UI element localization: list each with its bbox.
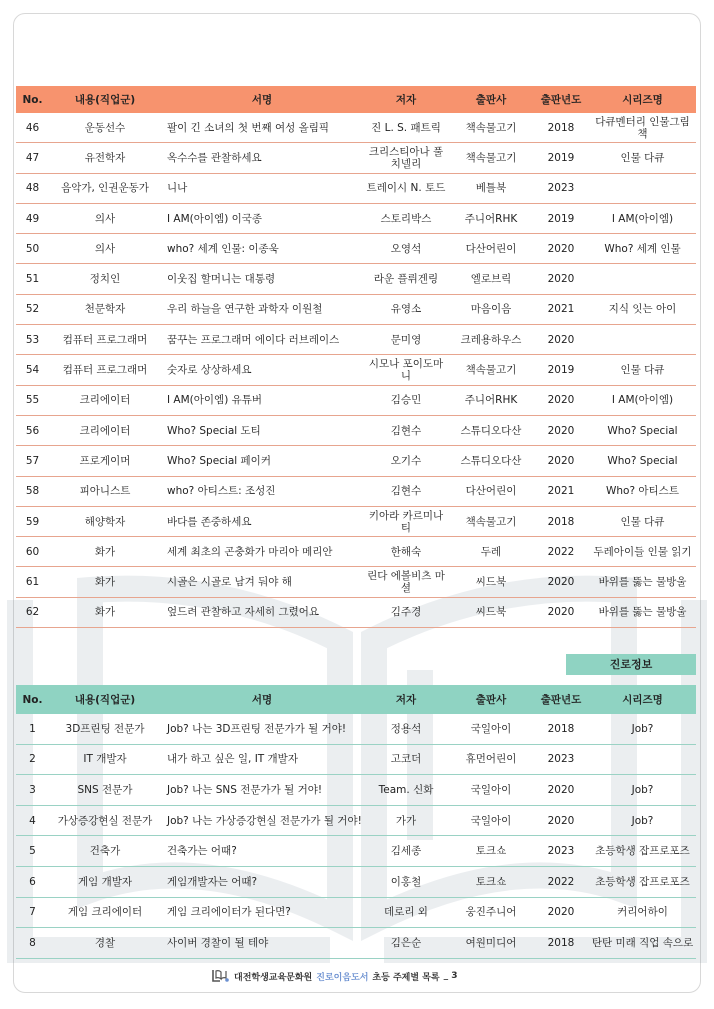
header-author: 저자 (363, 86, 449, 113)
table-row (16, 506, 696, 536)
cell-series: Who? Special (589, 415, 696, 445)
cell-title: 게임개발자는 어때? (161, 866, 363, 897)
cell-job: 화가 (49, 537, 161, 567)
table-row (16, 446, 696, 476)
cell-no: 58 (16, 476, 49, 506)
table-row (16, 143, 696, 173)
cell-title: Who? Special 페이커 (161, 446, 363, 476)
cell-author: 한해숙 (363, 537, 449, 567)
cell-series: Job? (589, 805, 696, 836)
table-row (16, 203, 696, 233)
cell-title: 니나 (161, 173, 363, 203)
cell-no: 52 (16, 294, 49, 324)
cell-series: Job? (589, 775, 696, 806)
cell-year: 2019 (533, 203, 589, 233)
cell-author: Team. 신화 (363, 775, 449, 806)
cell-series: Who? Special (589, 446, 696, 476)
cell-author: 크리스티아나 풀치넬리 (363, 143, 449, 173)
cell-year: 2019 (533, 355, 589, 385)
cell-no: 55 (16, 385, 49, 415)
cell-year: 2023 (533, 836, 589, 867)
cell-publisher: 국일아이 (449, 805, 533, 836)
table-row (16, 567, 696, 597)
cell-series: Job? (589, 714, 696, 744)
table-row (16, 385, 696, 415)
cell-no: 4 (16, 805, 49, 836)
cell-year: 2020 (533, 597, 589, 627)
cell-title: 우리 하늘을 연구한 과학자 이원철 (161, 294, 363, 324)
table-row (16, 537, 696, 567)
cell-title: Job? 나는 SNS 전문가가 될 거야! (161, 775, 363, 806)
cell-title: 게임 크리에이터가 된다면? (161, 897, 363, 928)
cell-year: 2018 (533, 714, 589, 744)
header-publisher: 출판사 (449, 685, 533, 714)
cell-job: 피아니스트 (49, 476, 161, 506)
cell-title: 이웃집 할머니는 대통령 (161, 264, 363, 294)
cell-title: Who? Special 도티 (161, 415, 363, 445)
cell-job: 가상증강현실 전문가 (49, 805, 161, 836)
cell-title: Job? 나는 3D프린팅 전문가가 될 거야! (161, 714, 363, 744)
cell-author: 이홍철 (363, 866, 449, 897)
cell-year: 2020 (533, 897, 589, 928)
cell-author: 문미영 (363, 325, 449, 355)
cell-publisher: 스튜디오다산 (449, 446, 533, 476)
cell-year: 2020 (533, 234, 589, 264)
cell-no: 60 (16, 537, 49, 567)
table-header-row (16, 685, 696, 714)
table-row (16, 775, 696, 806)
cell-series: I AM(아이엠) (589, 203, 696, 233)
cell-publisher: 국일아이 (449, 714, 533, 744)
cell-series (589, 744, 696, 775)
cell-author: 트레이시 N. 토드 (363, 173, 449, 203)
cell-job: 음악가, 인권운동가 (49, 173, 161, 203)
cell-series (589, 173, 696, 203)
cell-series: 인물 다큐 (589, 355, 696, 385)
cell-series: I AM(아이엠) (589, 385, 696, 415)
cell-author: 김승민 (363, 385, 449, 415)
cell-job: 컴퓨터 프로그래머 (49, 325, 161, 355)
cell-year: 2020 (533, 446, 589, 476)
cell-no: 8 (16, 928, 49, 959)
header-no: No. (16, 86, 49, 113)
cell-job: 크리에이터 (49, 385, 161, 415)
table-row (16, 805, 696, 836)
cell-no: 54 (16, 355, 49, 385)
cell-no: 49 (16, 203, 49, 233)
cell-series: 탄탄 미래 직업 속으로 (589, 928, 696, 959)
cell-year: 2023 (533, 744, 589, 775)
cell-no: 53 (16, 325, 49, 355)
cell-job: 크리에이터 (49, 415, 161, 445)
cell-title: I AM(아이엠) 유튜버 (161, 385, 363, 415)
cell-publisher: 마음이음 (449, 294, 533, 324)
cell-year: 2020 (533, 264, 589, 294)
cell-series: Who? 세계 인물 (589, 234, 696, 264)
cell-no: 2 (16, 744, 49, 775)
cell-no: 1 (16, 714, 49, 744)
cell-year: 2021 (533, 294, 589, 324)
header-author: 저자 (363, 685, 449, 714)
table-row (16, 836, 696, 867)
table-row (16, 325, 696, 355)
cell-no: 47 (16, 143, 49, 173)
cell-year: 2020 (533, 385, 589, 415)
cell-series: 다큐멘터리 인물그림책 (589, 113, 696, 143)
cell-author: 김주경 (363, 597, 449, 627)
header-job: 내용(직업군) (49, 86, 161, 113)
table-row (16, 355, 696, 385)
footer-page-number: _ 3 (443, 971, 458, 981)
cell-title: 세계 최초의 곤충화가 마리아 메리안 (161, 537, 363, 567)
footer-desc: 초등 주제별 목록 (372, 972, 440, 983)
cell-author: 데로리 외 (363, 897, 449, 928)
cell-publisher: 다산어린이 (449, 234, 533, 264)
cell-year: 2022 (533, 537, 589, 567)
cell-title: 꿈꾸는 프로그래머 에이다 러브레이스 (161, 325, 363, 355)
cell-job: 유전학자 (49, 143, 161, 173)
cell-series: 바위를 뚫는 물방울 (589, 597, 696, 627)
cell-series: 인물 다큐 (589, 506, 696, 536)
career-book-table-2 (16, 685, 696, 959)
cell-job: 의사 (49, 234, 161, 264)
cell-title: 엎드려 관찰하고 자세히 그렸어요 (161, 597, 363, 627)
cell-year: 2023 (533, 173, 589, 203)
cell-publisher: 휴먼어린이 (449, 744, 533, 775)
cell-job: 게임 개발자 (49, 866, 161, 897)
header-job: 내용(직업군) (49, 685, 161, 714)
cell-author: 김현수 (363, 415, 449, 445)
cell-publisher: 두레 (449, 537, 533, 567)
cell-year: 2018 (533, 506, 589, 536)
table-row (16, 234, 696, 264)
cell-publisher: 책속물고기 (449, 355, 533, 385)
cell-series: 초등학생 잡프로포즈 (589, 836, 696, 867)
cell-year: 2019 (533, 143, 589, 173)
cell-author: 진 L. S. 패트릭 (363, 113, 449, 143)
cell-publisher: 스튜디오다산 (449, 415, 533, 445)
cell-job: 게임 크리에이터 (49, 897, 161, 928)
cell-series: 인물 다큐 (589, 143, 696, 173)
table-row (16, 173, 696, 203)
cell-title: 바다를 존중하세요 (161, 506, 363, 536)
cell-publisher: 다산어린이 (449, 476, 533, 506)
cell-publisher: 크레용하우스 (449, 325, 533, 355)
cell-no: 62 (16, 597, 49, 627)
cell-author: 정용석 (363, 714, 449, 744)
table-row (16, 264, 696, 294)
cell-author: 김현수 (363, 476, 449, 506)
cell-job: 화가 (49, 567, 161, 597)
cell-year: 2020 (533, 567, 589, 597)
table-row (16, 113, 696, 143)
cell-job: SNS 전문가 (49, 775, 161, 806)
header-publisher: 출판사 (449, 86, 533, 113)
cell-series: 커리어하이 (589, 897, 696, 928)
cell-series: 바위를 뚫는 물방울 (589, 567, 696, 597)
cell-publisher: 여원미디어 (449, 928, 533, 959)
cell-title: 팔이 긴 소녀의 첫 번째 여성 올림픽 (161, 113, 363, 143)
cell-publisher: 책속물고기 (449, 113, 533, 143)
cell-year: 2021 (533, 476, 589, 506)
header-series: 시리즈명 (589, 86, 696, 113)
header-title: 서명 (161, 86, 363, 113)
cell-title: 시골은 시골로 남겨 둬야 해 (161, 567, 363, 597)
cell-author: 김은순 (363, 928, 449, 959)
table-header-row (16, 86, 696, 113)
table-row (16, 744, 696, 775)
cell-author: 가가 (363, 805, 449, 836)
cell-author: 스토리박스 (363, 203, 449, 233)
cell-job: 컴퓨터 프로그래머 (49, 355, 161, 385)
table-row (16, 415, 696, 445)
cell-no: 46 (16, 113, 49, 143)
header-year: 출판년도 (533, 685, 589, 714)
cell-publisher: 주니어RHK (449, 385, 533, 415)
table-row (16, 597, 696, 627)
book-logo-icon (212, 969, 230, 983)
cell-publisher: 엘로브릭 (449, 264, 533, 294)
cell-title: 옥수수를 관찰하세요 (161, 143, 363, 173)
cell-author: 시모나 포이도마니 (363, 355, 449, 385)
cell-no: 7 (16, 897, 49, 928)
cell-title: who? 세계 인물: 이종욱 (161, 234, 363, 264)
cell-publisher: 토크쇼 (449, 836, 533, 867)
cell-author: 라운 플뤼겐링 (363, 264, 449, 294)
page-footer (212, 968, 457, 984)
cell-author: 유영소 (363, 294, 449, 324)
section-label-career-info: 진로정보 (566, 654, 696, 675)
cell-series: 두레아이들 인물 읽기 (589, 537, 696, 567)
cell-author: 고코더 (363, 744, 449, 775)
cell-author: 김세종 (363, 836, 449, 867)
header-year: 출판년도 (533, 86, 589, 113)
cell-job: 경찰 (49, 928, 161, 959)
cell-year: 2020 (533, 325, 589, 355)
footer-org: 대전학생교육문화원 (234, 972, 313, 983)
cell-job: 운동선수 (49, 113, 161, 143)
cell-no: 61 (16, 567, 49, 597)
cell-no: 59 (16, 506, 49, 536)
cell-series (589, 264, 696, 294)
table-row (16, 928, 696, 959)
cell-author: 오영석 (363, 234, 449, 264)
table-row (16, 294, 696, 324)
cell-no: 56 (16, 415, 49, 445)
cell-no: 48 (16, 173, 49, 203)
cell-publisher: 토크쇼 (449, 866, 533, 897)
footer-library: 진로이음도서 (316, 972, 369, 983)
cell-title: 내가 하고 싶은 일, IT 개발자 (161, 744, 363, 775)
cell-job: 프로게이머 (49, 446, 161, 476)
table-row (16, 476, 696, 506)
cell-author: 오기수 (363, 446, 449, 476)
cell-year: 2022 (533, 866, 589, 897)
cell-series: Who? 아티스트 (589, 476, 696, 506)
header-no: No. (16, 685, 49, 714)
cell-job: 해양학자 (49, 506, 161, 536)
cell-series (589, 325, 696, 355)
cell-title: who? 아티스트: 조성진 (161, 476, 363, 506)
cell-job: 천문학자 (49, 294, 161, 324)
cell-year: 2020 (533, 775, 589, 806)
cell-year: 2018 (533, 928, 589, 959)
cell-job: 의사 (49, 203, 161, 233)
cell-publisher: 책속물고기 (449, 143, 533, 173)
cell-no: 50 (16, 234, 49, 264)
table-row (16, 866, 696, 897)
table-row (16, 897, 696, 928)
cell-job: 정치인 (49, 264, 161, 294)
cell-no: 3 (16, 775, 49, 806)
cell-publisher: 씨드북 (449, 597, 533, 627)
cell-job: 3D프린팅 전문가 (49, 714, 161, 744)
cell-no: 57 (16, 446, 49, 476)
cell-publisher: 책속물고기 (449, 506, 533, 536)
cell-title: I AM(아이엠) 이국종 (161, 203, 363, 233)
cell-title: 숫자로 상상하세요 (161, 355, 363, 385)
cell-year: 2020 (533, 415, 589, 445)
cell-no: 51 (16, 264, 49, 294)
cell-title: 건축가는 어때? (161, 836, 363, 867)
cell-publisher: 국일아이 (449, 775, 533, 806)
cell-author: 린다 에볼비츠 마셜 (363, 567, 449, 597)
career-book-table-1 (16, 86, 696, 628)
cell-job: 건축가 (49, 836, 161, 867)
cell-no: 5 (16, 836, 49, 867)
cell-publisher: 베틀북 (449, 173, 533, 203)
cell-title: Job? 나는 가상증강현실 전문가가 될 거야! (161, 805, 363, 836)
cell-author: 키아라 카르미나티 (363, 506, 449, 536)
cell-no: 6 (16, 866, 49, 897)
header-title: 서명 (161, 685, 363, 714)
cell-year: 2018 (533, 113, 589, 143)
cell-job: IT 개발자 (49, 744, 161, 775)
cell-year: 2020 (533, 805, 589, 836)
cell-publisher: 웅진주니어 (449, 897, 533, 928)
cell-series: 지식 잇는 아이 (589, 294, 696, 324)
table-row (16, 714, 696, 744)
cell-job: 화가 (49, 597, 161, 627)
cell-publisher: 씨드북 (449, 567, 533, 597)
cell-title: 사이버 경찰이 될 테야 (161, 928, 363, 959)
cell-series: 초등학생 잡프로포즈 (589, 866, 696, 897)
cell-publisher: 주니어RHK (449, 203, 533, 233)
header-series: 시리즈명 (589, 685, 696, 714)
